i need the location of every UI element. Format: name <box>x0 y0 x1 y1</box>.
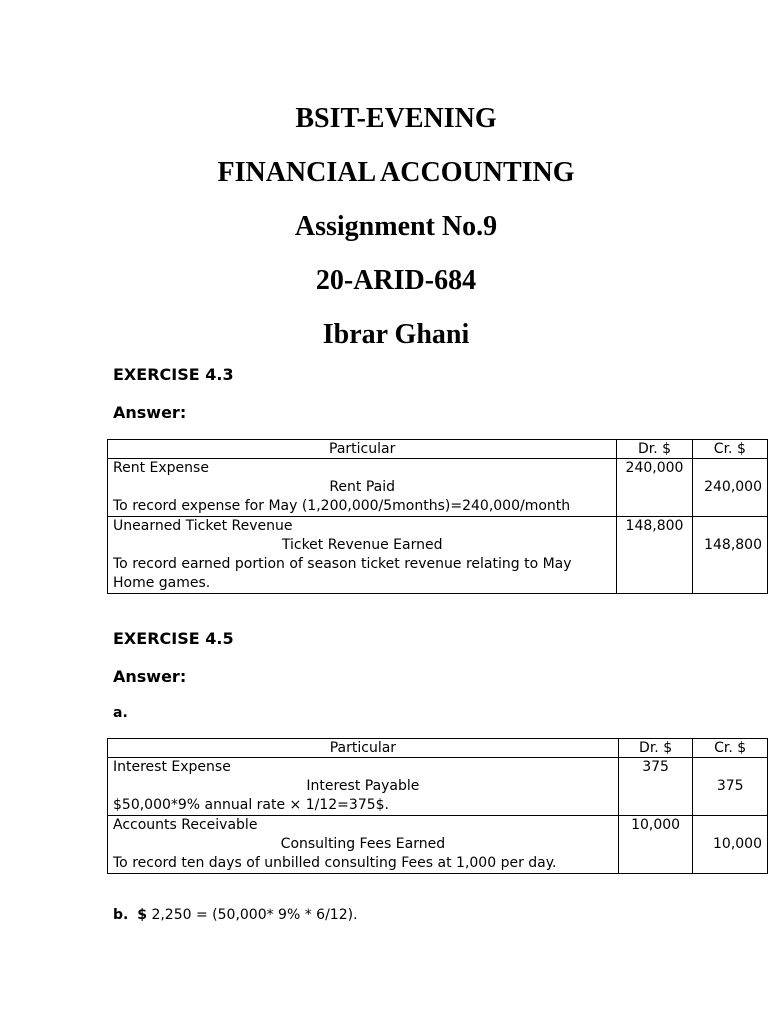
exercise-heading: EXERCISE 4.3 <box>113 365 234 384</box>
credit-account: Consulting Fees Earned <box>280 836 446 852</box>
debit-amount: 375 <box>618 758 693 816</box>
credit-amount: 10,000 <box>693 816 768 874</box>
part-b-text: 2,250 = (50,000* 9% * 6/12). <box>151 907 358 923</box>
debit-amount: 148,800 <box>617 517 692 594</box>
debit-account: Rent Expense <box>113 460 209 476</box>
credit-amount: 148,800 <box>692 517 767 594</box>
narration: To record expense for May (1,200,000/5months)=240,000/month <box>113 498 571 514</box>
particular-cell <box>108 816 619 874</box>
column-header-debit: Dr. $ <box>618 739 693 758</box>
particular-cell <box>108 459 617 517</box>
credit-account: Rent Paid <box>329 479 396 495</box>
debit-account: Unearned Ticket Revenue <box>113 518 293 534</box>
course-title: FINANCIAL ACCOUNTING <box>217 157 575 188</box>
currency-symbol: $ <box>137 907 147 923</box>
narration: $50,000*9% annual rate × 1/12=375$. <box>113 797 389 813</box>
student-name: Ibrar Ghani <box>322 319 470 350</box>
debit-amount: 10,000 <box>618 816 693 874</box>
journal-table <box>107 738 768 874</box>
program-title: BSIT-EVENING <box>295 103 497 134</box>
table-header-row <box>108 739 768 758</box>
title-block <box>0 92 768 362</box>
narration: To record earned portion of season ticket revenue relating to May Home games. <box>113 556 572 591</box>
particular-cell <box>108 517 617 594</box>
narration: To record ten days of unbilled consulting Fees at 1,000 per day. <box>113 855 557 871</box>
column-header-particular: Particular <box>108 440 617 459</box>
journal-table <box>107 439 768 594</box>
debit-account: Accounts Receivable <box>113 817 258 833</box>
credit-account: Ticket Revenue Earned <box>281 537 443 553</box>
particular-cell <box>108 758 619 816</box>
debit-amount: 240,000 <box>617 459 692 517</box>
credit-account: Interest Payable <box>306 778 420 794</box>
table-row <box>108 459 768 517</box>
assignment-title: Assignment No.9 <box>294 211 498 242</box>
credit-amount: 240,000 <box>692 459 767 517</box>
answer-label: Answer: <box>113 667 187 686</box>
part-b-answer <box>113 907 358 923</box>
column-header-debit: Dr. $ <box>617 440 692 459</box>
debit-account: Interest Expense <box>113 759 231 775</box>
column-header-credit: Cr. $ <box>692 440 767 459</box>
answer-label: Answer: <box>113 403 187 422</box>
exercise-heading: EXERCISE 4.5 <box>113 629 234 648</box>
table-row <box>108 816 768 874</box>
table-row <box>108 758 768 816</box>
table-header-row <box>108 440 768 459</box>
table-row <box>108 517 768 594</box>
credit-amount: 375 <box>693 758 768 816</box>
part-b-label: b. <box>113 907 129 923</box>
part-a-label: a. <box>113 705 128 721</box>
column-header-particular: Particular <box>108 739 619 758</box>
roll-number: 20-ARID-684 <box>315 265 477 296</box>
column-header-credit: Cr. $ <box>693 739 768 758</box>
